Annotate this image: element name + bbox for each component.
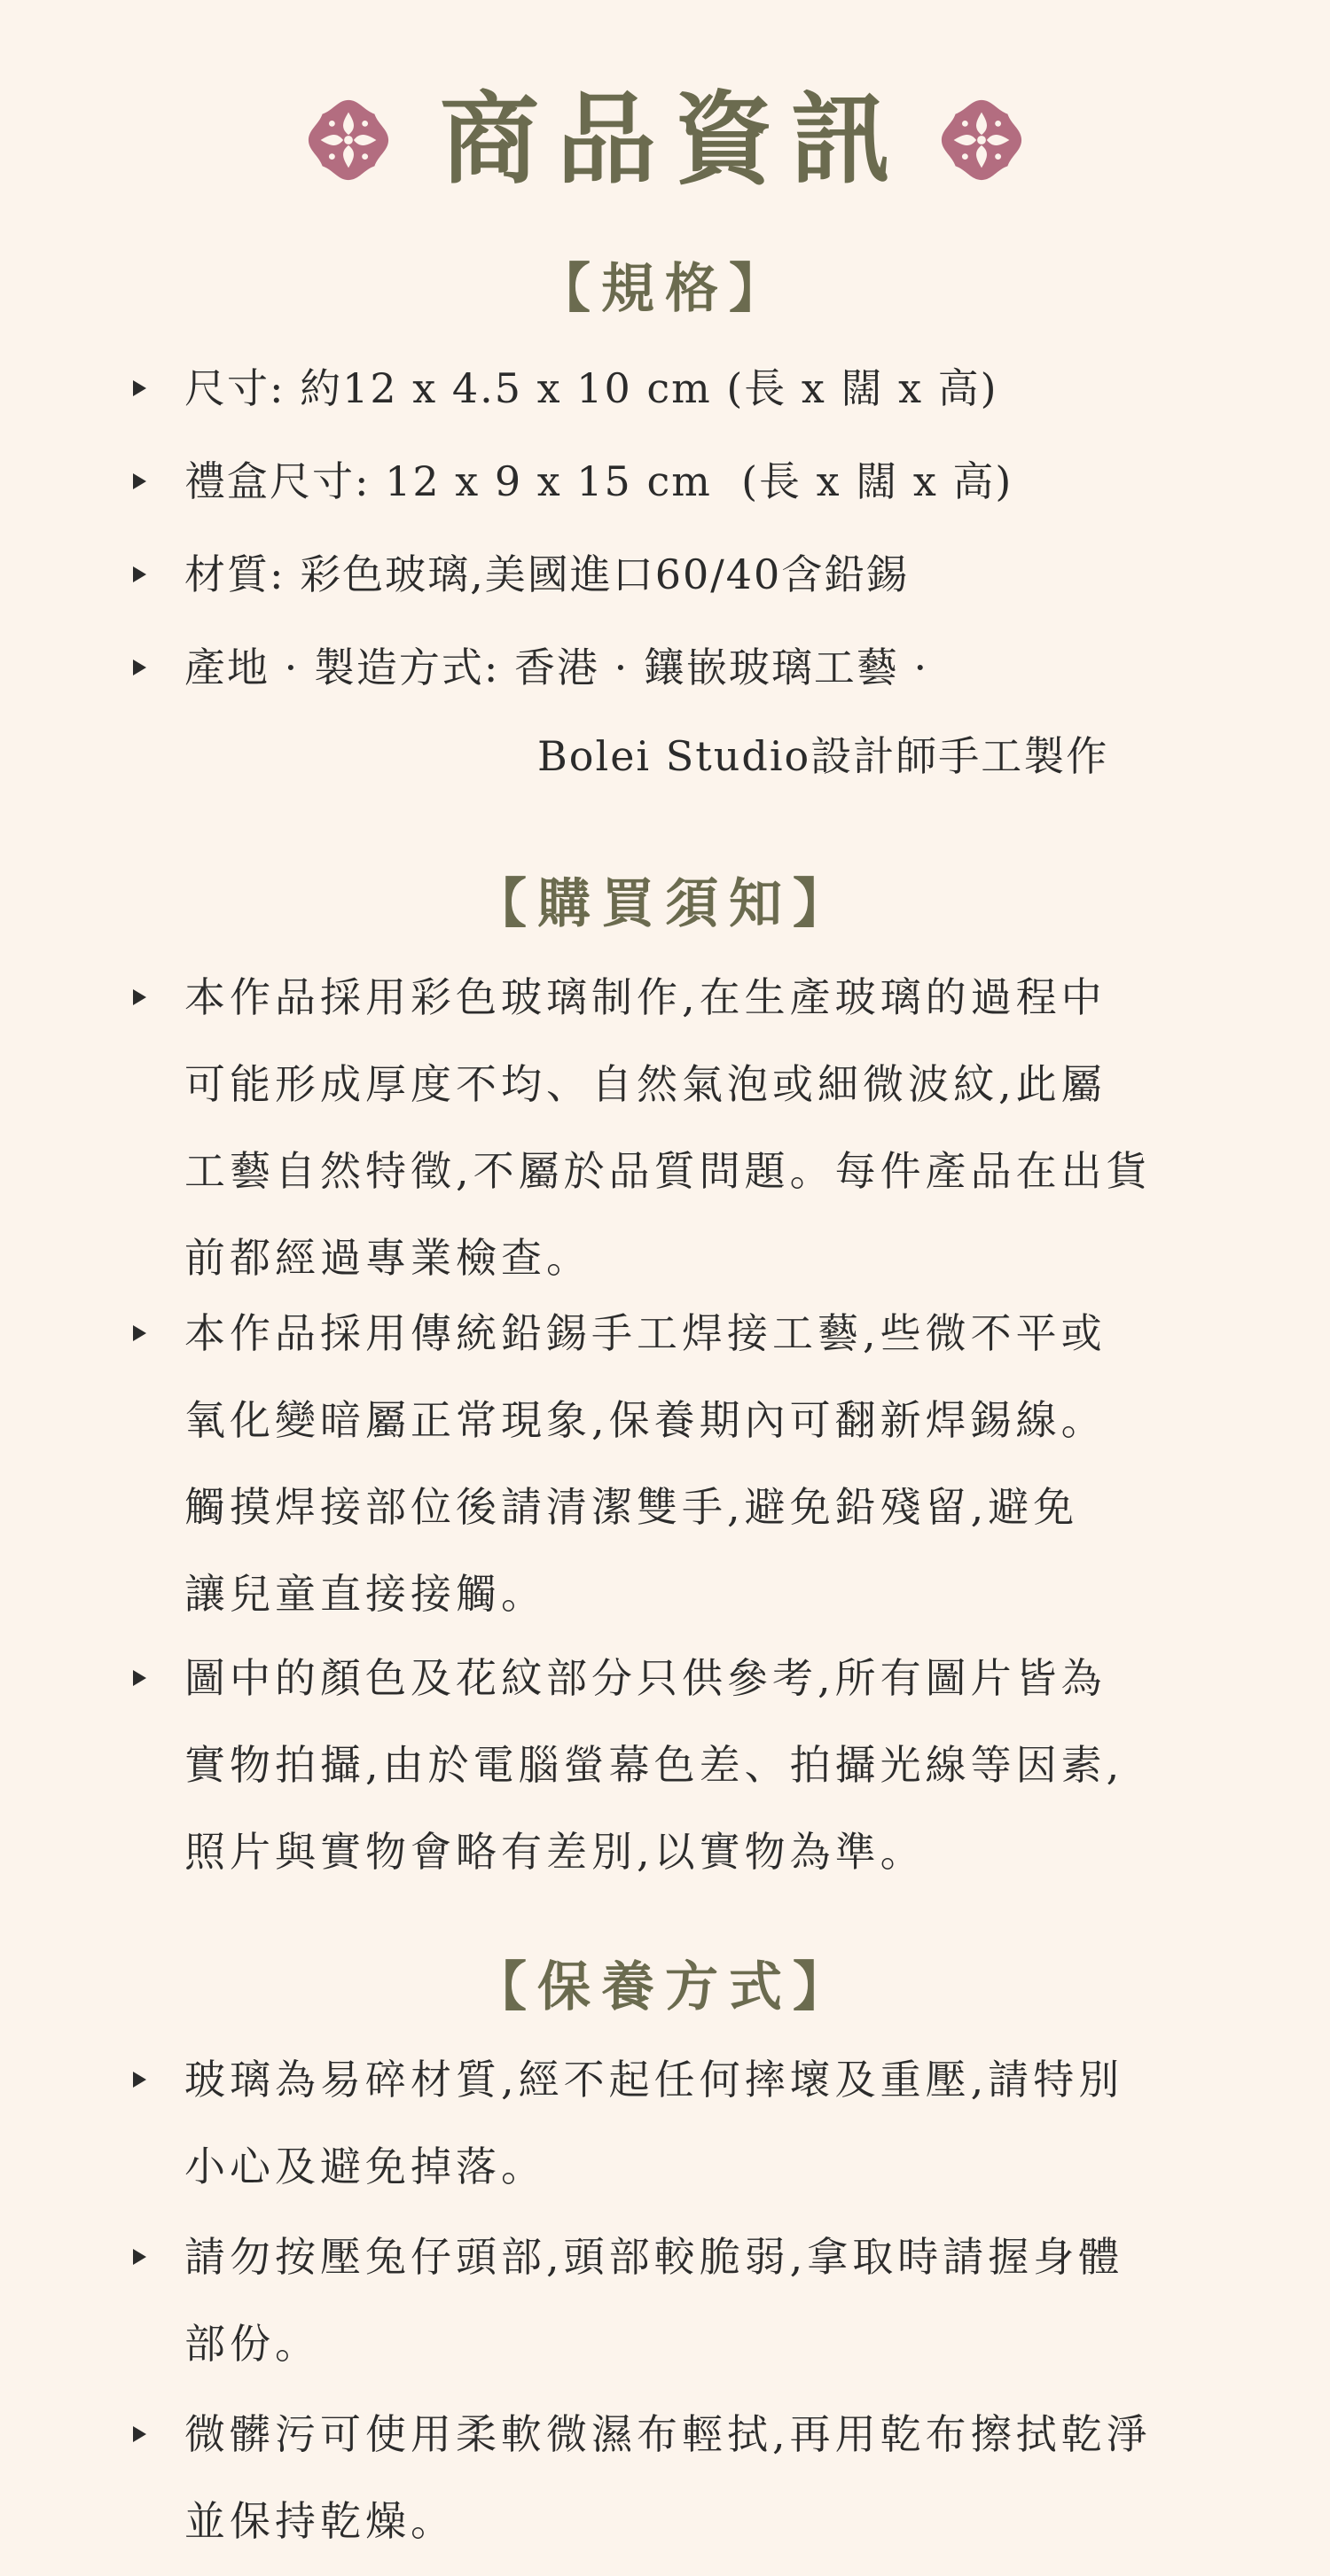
diamond-flower-icon <box>305 97 392 183</box>
purchase-item-text: 本作品採用彩色玻璃制作,在生產玻璃的過程中 可能形成厚度不均、自然氣泡或細微波紋,此屬 工藝自然特徵,不屬於品質問題。每件產品在出貨 前都經過專業檢查。 <box>184 973 1152 1282</box>
bullet-icon <box>133 380 146 396</box>
diamond-flower-icon <box>938 97 1025 183</box>
bullet-icon <box>133 660 146 675</box>
bullet-icon <box>133 566 146 582</box>
purchase-heading: 【購買須知】 <box>473 873 857 935</box>
spec-item-text: 產地 · 製造方式: 香港 · 鑲嵌玻璃工藝 · <box>184 644 929 691</box>
bullet-icon <box>133 2249 146 2265</box>
spec-heading: 【規格】 <box>537 258 793 320</box>
care-heading: 【保養方式】 <box>473 1956 857 2018</box>
bullet-icon <box>133 1670 146 1686</box>
bullet-icon <box>133 2426 146 2442</box>
bullet-icon <box>133 989 146 1005</box>
spec-continuation: Bolei Studio設計師手工製作 <box>537 732 1109 780</box>
spec-item-text: 禮盒尺寸: 12 x 9 x 15 cm (長 x 闊 x 高) <box>184 457 1013 505</box>
purchase-item-text: 圖中的顏色及花紋部分只供參考,所有圖片皆為 實物拍攝,由於電腦螢幕色差、拍攝光線等因素, 照片與實物會略有差別,以實物為準。 <box>184 1654 1124 1876</box>
purchase-item-text: 本作品採用傳統鉛錫手工焊接工藝,些微不平或 氧化變暗屬正常現象,保養期內可翻新焊錫線。 觸摸焊接部位後請清潔雙手,避免鉛殘留,避免 讓兒童直接接觸。 <box>184 1309 1107 1618</box>
spec-item-text: 材質: 彩色玻璃,美國進口60/40含鉛錫 <box>184 550 910 598</box>
bullet-icon <box>133 2072 146 2088</box>
spec-item-text: 尺寸: 約12 x 4.5 x 10 cm (長 x 闊 x 高) <box>184 364 998 412</box>
care-item-text: 請勿按壓兔仔頭部,頭部較脆弱,拿取時請握身體 部份。 <box>184 2233 1124 2368</box>
care-item-text: 玻璃為易碎材質,經不起任何摔壞及重壓,請特別 小心及避免掉落。 <box>184 2056 1124 2190</box>
care-item-text: 微髒污可使用柔軟微濕布輕拭,再用乾布擦拭乾淨 並保持乾燥。 <box>184 2410 1152 2545</box>
bullet-icon <box>133 473 146 489</box>
page-title: 商品資訊 <box>440 82 908 198</box>
bullet-icon <box>133 1325 146 1341</box>
title-row <box>0 78 1330 202</box>
